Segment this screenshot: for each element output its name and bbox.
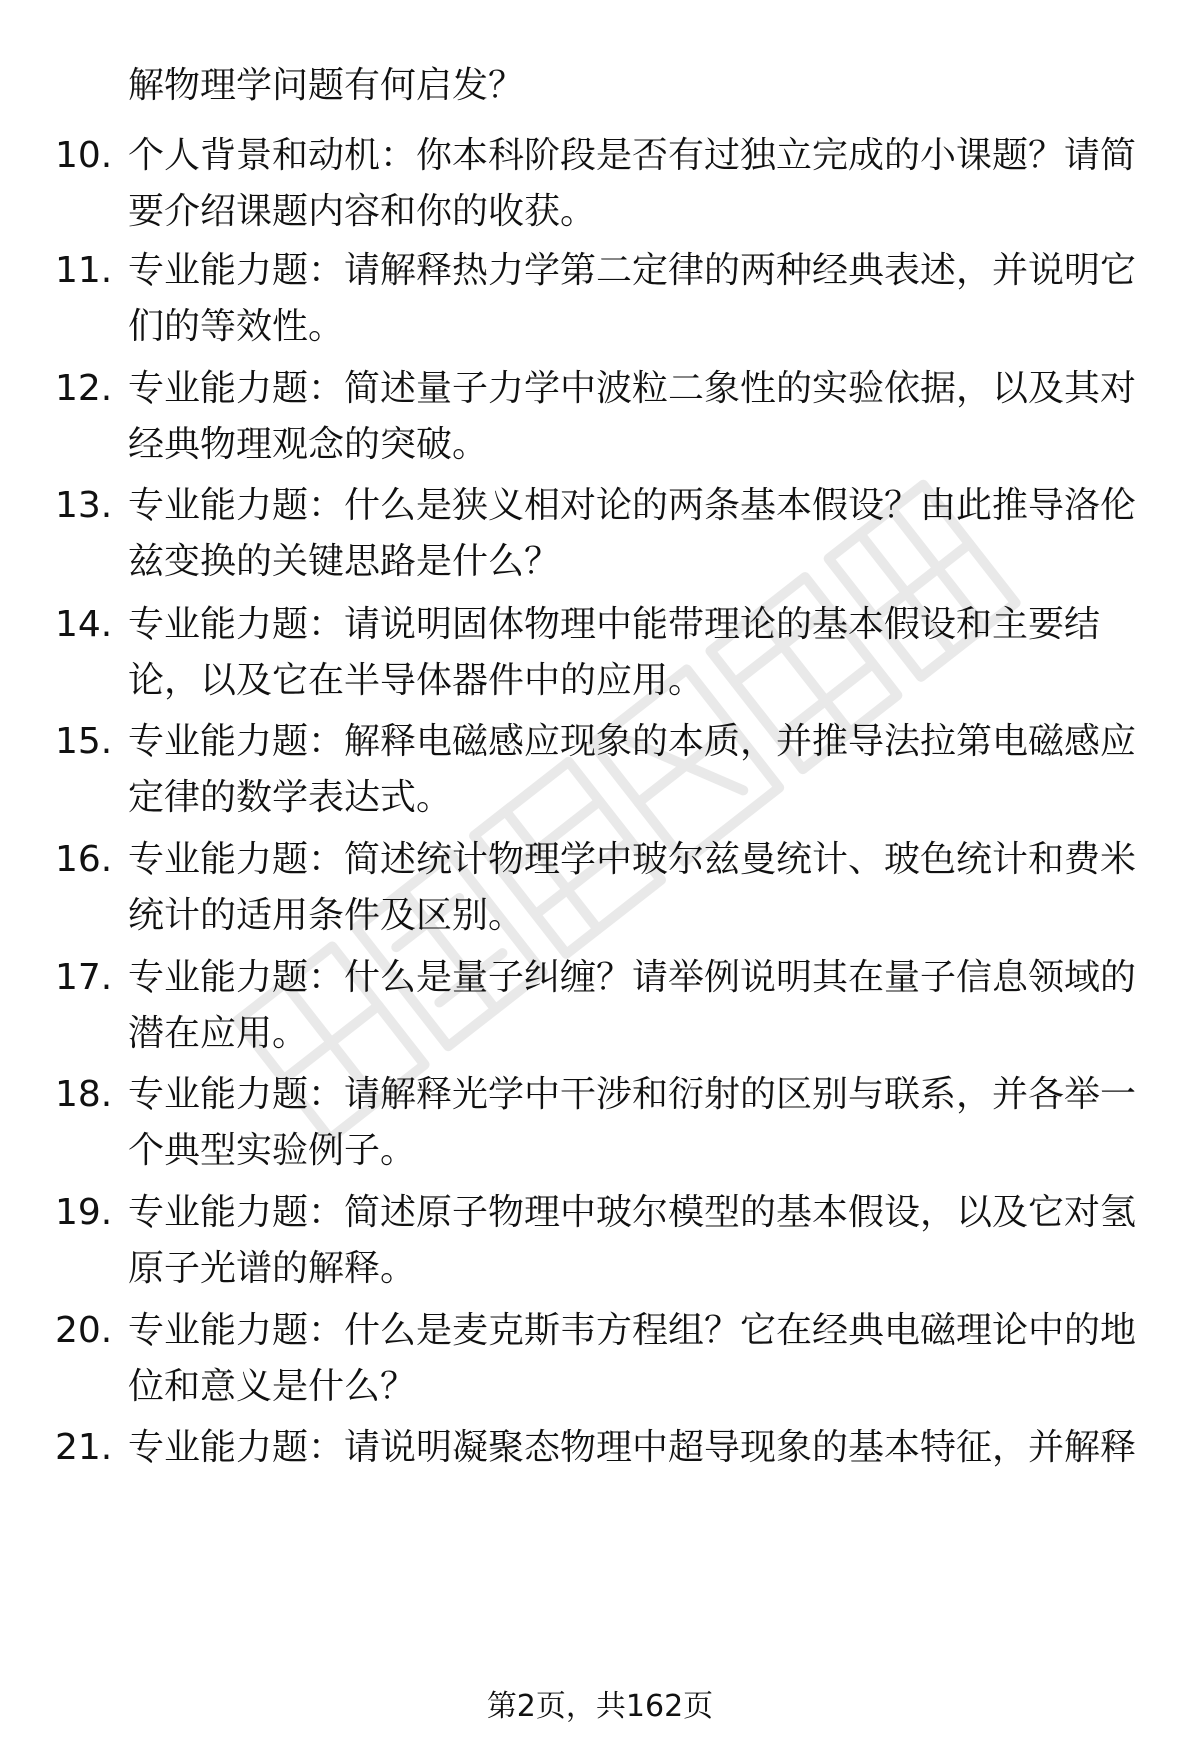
item-text-line: 兹变换的关键思路是什么？: [128, 541, 561, 582]
item-text-line: 专业能力题：解释电磁感应现象的本质，并推导法拉第电磁感应: [128, 721, 1137, 762]
item-number: 20.: [55, 1310, 113, 1351]
item-number: 16.: [55, 839, 113, 880]
item-text-line: 潜在应用。: [128, 1013, 309, 1054]
item-number: 11.: [55, 250, 113, 291]
item-number: 19.: [55, 1192, 113, 1233]
item-text-line: 专业能力题：什么是麦克斯韦方程组？它在经典电磁理论中的地: [128, 1310, 1137, 1351]
item-text-line: 个人背景和动机：你本科阶段是否有过独立完成的小课题？请简: [128, 135, 1137, 176]
item-text-line: 位和意义是什么？: [128, 1366, 417, 1407]
page-footer: 第2页，共162页: [486, 1689, 714, 1724]
item-number: 12.: [55, 368, 113, 409]
item-number: 13.: [55, 485, 113, 526]
item-text-line: 专业能力题：请解释光学中干涉和衍射的区别与联系，并各举一: [128, 1074, 1137, 1115]
item-text-line: 专业能力题：请说明固体物理中能带理论的基本假设和主要结: [128, 604, 1101, 645]
item-text-line: 统计的适用条件及区别。: [128, 895, 525, 936]
item-text-line: 专业能力题：请说明凝聚态物理中超导现象的基本特征，并解释: [128, 1427, 1137, 1468]
item-text-line: 原子光谱的解释。: [128, 1248, 417, 1289]
item-number: 10.: [55, 135, 113, 176]
item-number: 14.: [55, 604, 113, 645]
item-text-line: 专业能力题：什么是量子纠缠？请举例说明其在量子信息领域的: [128, 957, 1137, 998]
item-text-line: 专业能力题：简述量子力学中波粒二象性的实验依据，以及其对: [128, 368, 1137, 409]
item-number: 18.: [55, 1074, 113, 1115]
item-text-line: 专业能力题：请解释热力学第二定律的两种经典表述，并说明它: [128, 250, 1137, 291]
continuation-text: 解物理学问题有何启发？: [128, 65, 525, 106]
item-text-line: 经典物理观念的突破。: [128, 424, 489, 465]
item-text-line: 要介绍课题内容和你的收获。: [128, 191, 597, 232]
item-text-line: 专业能力题：简述统计物理学中玻尔兹曼统计、玻色统计和费米: [128, 839, 1137, 880]
item-text-line: 专业能力题：什么是狭义相对论的两条基本假设？由此推导洛伦: [128, 485, 1137, 526]
item-number: 21.: [55, 1427, 113, 1468]
item-text-line: 论，以及它在半导体器件中的应用。: [128, 660, 705, 701]
item-text-line: 个典型实验例子。: [128, 1130, 417, 1171]
item-number: 15.: [55, 721, 113, 762]
item-text-line: 定律的数学表达式。: [128, 777, 453, 818]
item-text-line: 专业能力题：简述原子物理中玻尔模型的基本假设，以及它对氢: [128, 1192, 1137, 1233]
item-text-line: 们的等效性。: [128, 306, 345, 347]
item-number: 17.: [55, 957, 113, 998]
